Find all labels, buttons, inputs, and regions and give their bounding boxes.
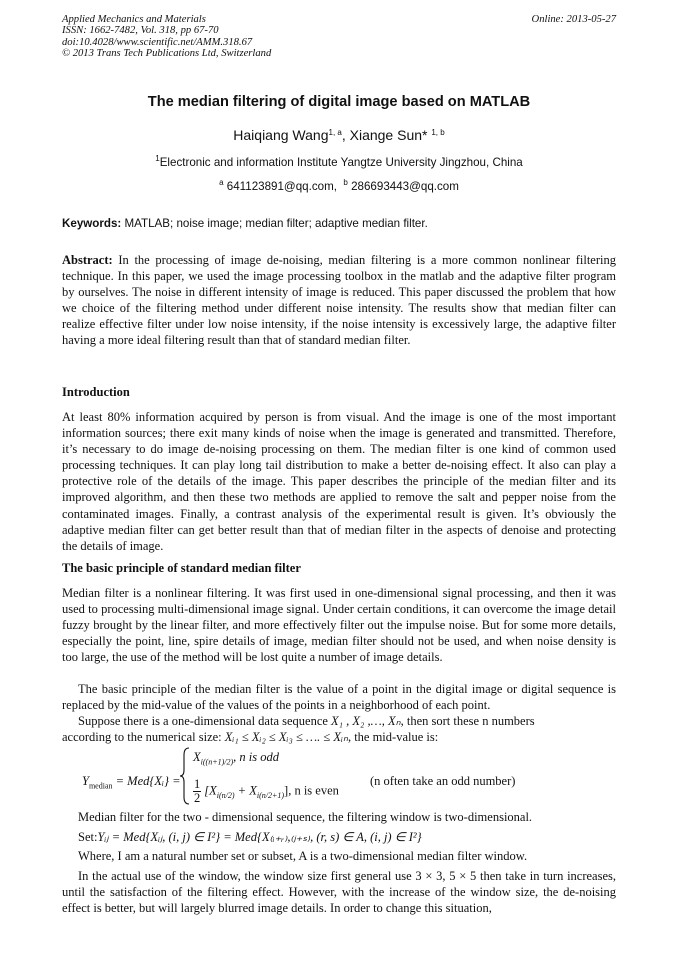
abstract [62,252,616,349]
paper-title: The median filtering of digital image based on MATLAB [147,94,531,110]
equation-case-odd [193,750,279,767]
basic-paragraph-1: Median filter is a nonlinear filtering. It was first used in one-dimensional signal processing, and then it was used to processing multi-dimensional image signal. Under certain conditions, it can overcome the image detail fuzzy brought by the linear filter, and more effectively filter out the impulse noise. But for some more details, especially the point, line, spire details of image, median filter should not be used, and when noise density is too large, the use of the method will be lost quite a number of image details. [62,586,616,665]
eq-y-sub: median [88,781,113,791]
case2-sub1: i(n/2) [216,790,235,800]
author-separator: , [341,127,350,143]
basic-paragraph-3 [62,713,616,745]
keywords [62,217,428,230]
equation-brace [180,747,190,805]
case1-x: X [193,750,201,764]
fraction-denominator: 2 [194,791,201,805]
keywords-text: MATLAB; noise image; median filter; adaptive median filter. [121,217,428,230]
basic-paragraph-2: The basic principle of the median filter is the value of a point in the digital image or digital sequence is replaced by the mid-value of the values of the points in a neighborhood of each point. [62,682,616,713]
p3-sequence: X₁ , X₂ ,…, Xₙ [331,714,401,728]
introduction-heading: Introduction [62,385,130,399]
two-dim-sentence: Median filter for the two - dimensional sequence, the filtering window is two-dimensional. [78,810,533,824]
equation-note: (n often take an odd number) [370,774,516,788]
set-equation [78,829,422,845]
basic-principle-heading: The basic principle of standard median filter [62,561,301,575]
set-label: Set: [78,830,98,844]
fraction-numerator: 1 [194,777,201,791]
equation-case-even [193,778,339,805]
email-line [62,180,616,193]
abstract-label: Abstract: [62,253,113,267]
introduction-text: At least 80% information acquired by person is from visual. And the image is one of the most important information sources; there exit many kinds of noise when the image is generated and transmitted. Therefore, it’s necessary to do image de-noising processing on them. The median filter is one kind of common used processing techniques. It can play long tail distribution to make a better de-noising effect. It also can play a protective role of the details of the image. This paper describes the principle of the median filter and its improved algorithm, and then these two methods are applied to remove the salt and pepper noise from the contaminated images. Finally, a contrast analysis of the experimental result is given. It’s obviously the adaptive median filter can get better result than that of median filter in the aspects of denoise and protecting the details of image. [62,410,616,553]
window-size-paragraph: In the actual use of the window, the window size first general use 3 × 3, 5 × 5 then take in turn increases, until the satisfaction of the filtering effect. However, with the increase of the window size, the de-noising effect is better, but will largely blurred image details. In order to change this situation, [62,869,616,916]
one-half-fraction [193,778,201,805]
author-2-sup: 1, b [431,128,445,137]
journal-header [62,14,271,59]
median-equation-lhs [82,774,181,791]
where-sentence: Where, I am a natural number set or subset, A is a two-dimensional median filter window. [78,849,528,863]
email-b[interactable]: 286693443@qq.com [351,180,459,193]
eq-y: Y [82,774,89,788]
email-b-sup: b [343,178,348,187]
case1-sub: i((n+1)/2) [200,757,234,767]
p3-ordering: Xᵢ₁ ≤ Xᵢ₂ ≤ Xᵢ₃ ≤ …. ≤ Xᵢₙ [224,730,348,745]
p3-text-c: according to the numerical size: [62,730,225,745]
author-1-sup: 1, a [328,128,342,137]
affiliation [62,156,616,169]
online-date: Online: 2013-05-27 [531,14,616,25]
doi-line: doi:10.4028/www.scientific.net/AMM.318.67 [62,36,253,48]
p3-text-a: Suppose there is a one-dimensional data sequence [78,714,332,728]
journal-name: Applied Mechanics and Materials [62,14,206,25]
case2-end: ], n is even [284,783,339,798]
keywords-label: Keywords: [62,217,122,230]
affiliation-text: Electronic and information Institute Yangtze University Jingzhou, China [159,156,523,169]
author-2-name: Xiange Sun* [349,127,428,143]
eq-med: = Med{Xᵢ} = [112,774,181,788]
email-a[interactable]: 641123891@qq.com, [226,180,337,193]
p3-text-d: , the mid-value is: [347,730,439,745]
p3-text-b: , then sort these n numbers [400,714,535,728]
affiliation-sup: 1 [155,154,160,163]
case1-cond: , n is odd [233,750,279,764]
email-a-sup: a [219,178,224,187]
case2-plus: + X [234,783,257,798]
case2-body: [X [204,783,217,798]
author-1-name: Haiqiang Wang [233,127,329,143]
abstract-text: In the processing of image de-noising, median filtering is a more common nonlinear filtering technique. In this paper, we used the image processing toolbox in the matlab and the adaptive filter program by ourselves. The noise in different intensity of image is reduced. This paper discussed the problem that how we choice of the filtering method under different noise intensity. The results show that median filter can realize effective filter under low noise intensity, if the noise intensity is excessively large, the adaptive filter having a more ideal filtering result than that of standard median filter. [62,253,616,348]
author-line [62,127,616,143]
copyright-line: © 2013 Trans Tech Publications Ltd, Switzerland [62,47,272,59]
set-formula: Yᵢⱼ = Med{Xᵢⱼ, (i, j) ∈ I²} = Med{X₍ᵢ₊ᵣ₎,₍ⱼ₊ₛ₎, (r, s) ∈ A, (i, j) ∈ I²} [97,830,422,844]
issn-line: ISSN: 1662-7482, Vol. 318, pp 67-70 [62,25,219,37]
case2-sub2: i(n/2+1) [256,790,285,800]
